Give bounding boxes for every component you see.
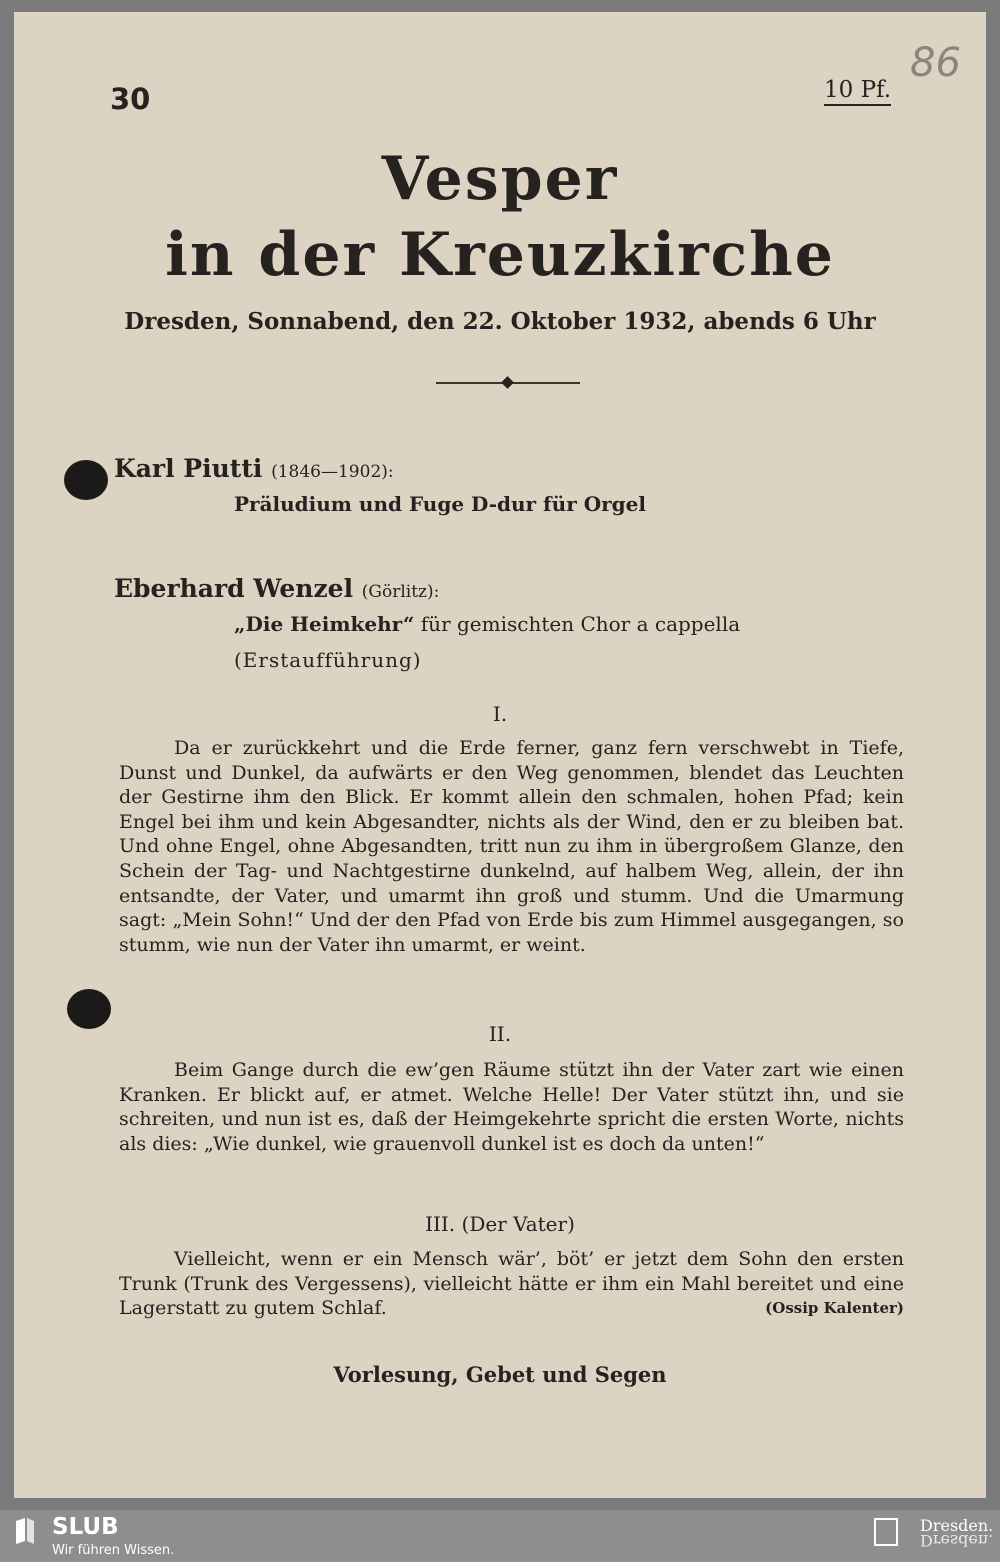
title-line-2: in der Kreuzkirche [165,220,835,290]
work-prelude-fugue: Präludium und Fuge D-dur für Orgel [234,492,646,516]
work-description: für gemischten Chor a cappella [414,612,741,636]
section-text-3 [119,1247,904,1321]
ornament-diamond-icon [501,376,514,389]
dresden-label: Dresden. [920,1516,994,1535]
dresden-label-mirror: Dresden. [920,1531,994,1550]
slub-book-icon [14,1518,36,1544]
viewer-footer [0,1510,1000,1562]
composer-name: Karl Piutti [114,454,263,483]
section-heading-2: II. [488,1022,512,1046]
composer-origin: (Görlitz): [361,582,440,602]
section-heading-3: III. (Der Vater) [425,1212,575,1236]
premiere-note: (Erstaufführung) [234,648,422,672]
pencil-annotation: 86 [910,40,961,86]
composer-piutti [114,454,394,483]
section-text-2: Beim Gange durch die ew’gen Räume stützt ihn der Vater zart wie einen Kranken. Er blickt auf, er atmet. Welche Helle! Der Vater stützt ihn, und sie schreiten, und nun ist es, daß der Heimgekehrte spricht die ersten Worte, nichts als dies: „Wie dunkel, wie grauenvoll dunkel ist es doch da unten!“ [119,1059,904,1155]
punch-hole-icon [64,460,108,500]
title-line-1: Vesper [381,144,619,214]
slub-tagline: Wir führen Wissen. [52,1543,175,1558]
composer-dates: (1846—1902): [271,462,394,482]
document-page [14,12,986,1498]
closing-line: Vorlesung, Gebet und Segen [333,1362,667,1387]
price-label: 10 Pf. [824,76,891,106]
section-heading-1: I. [492,702,508,726]
section-text-1: Da er zurückkehrt und die Erde ferner, ganz fern verschwebt in Tiefe, Dunst und Dunkel, da aufwärts er den Weg genommen, blendet das Leuchten der Gestirne ihm den Blick. Er kommt allein den schmalen, hohen Pfad; kein Engel bei ihm und kein Abgesandter, nichts als der Wind, den er zu bleiben bat. Und ohne Engel, ohne Abgesandten, tritt nun zu ihm in übergroßem Glanze, den Schein der Tag- und Nachtgestirne dunkelnd, auf halbem Weg, allein, der ihn entsandte, der Vater, und umarmt ihn groß und stumm. Und die Umarmung sagt: „Mein Sohn!“ Und der den Pfad von Erde bis zum Himmel ausgegangen, so stumm, wie nun der Vater ihn umarmt, er weint. [119,737,904,956]
section-text-3-body: Vielleicht, wenn er ein Mensch wär’, böt’ er jetzt dem Sohn den ersten Trunk (Trunk des Vergessens), vielleicht hätte er ihm ein Mahl bereitet und eine Lagerstatt zu gutem Schlaf. [119,1248,904,1320]
event-subtitle: Dresden, Sonnabend, den 22. Oktober 1932, abends 6 Uhr [124,308,876,335]
work-title: „Die Heimkehr“ [234,612,415,636]
work-heimkehr [234,612,740,636]
slub-brand: SLUB [52,1514,119,1540]
page-number: 30 [110,82,151,116]
composer-name: Eberhard Wenzel [114,574,354,603]
text-author: (Ossip Kalenter) [765,1299,904,1318]
dresden-logo [920,1518,993,1548]
dresden-coat-of-arms-icon [874,1518,898,1546]
composer-wenzel [114,574,439,603]
